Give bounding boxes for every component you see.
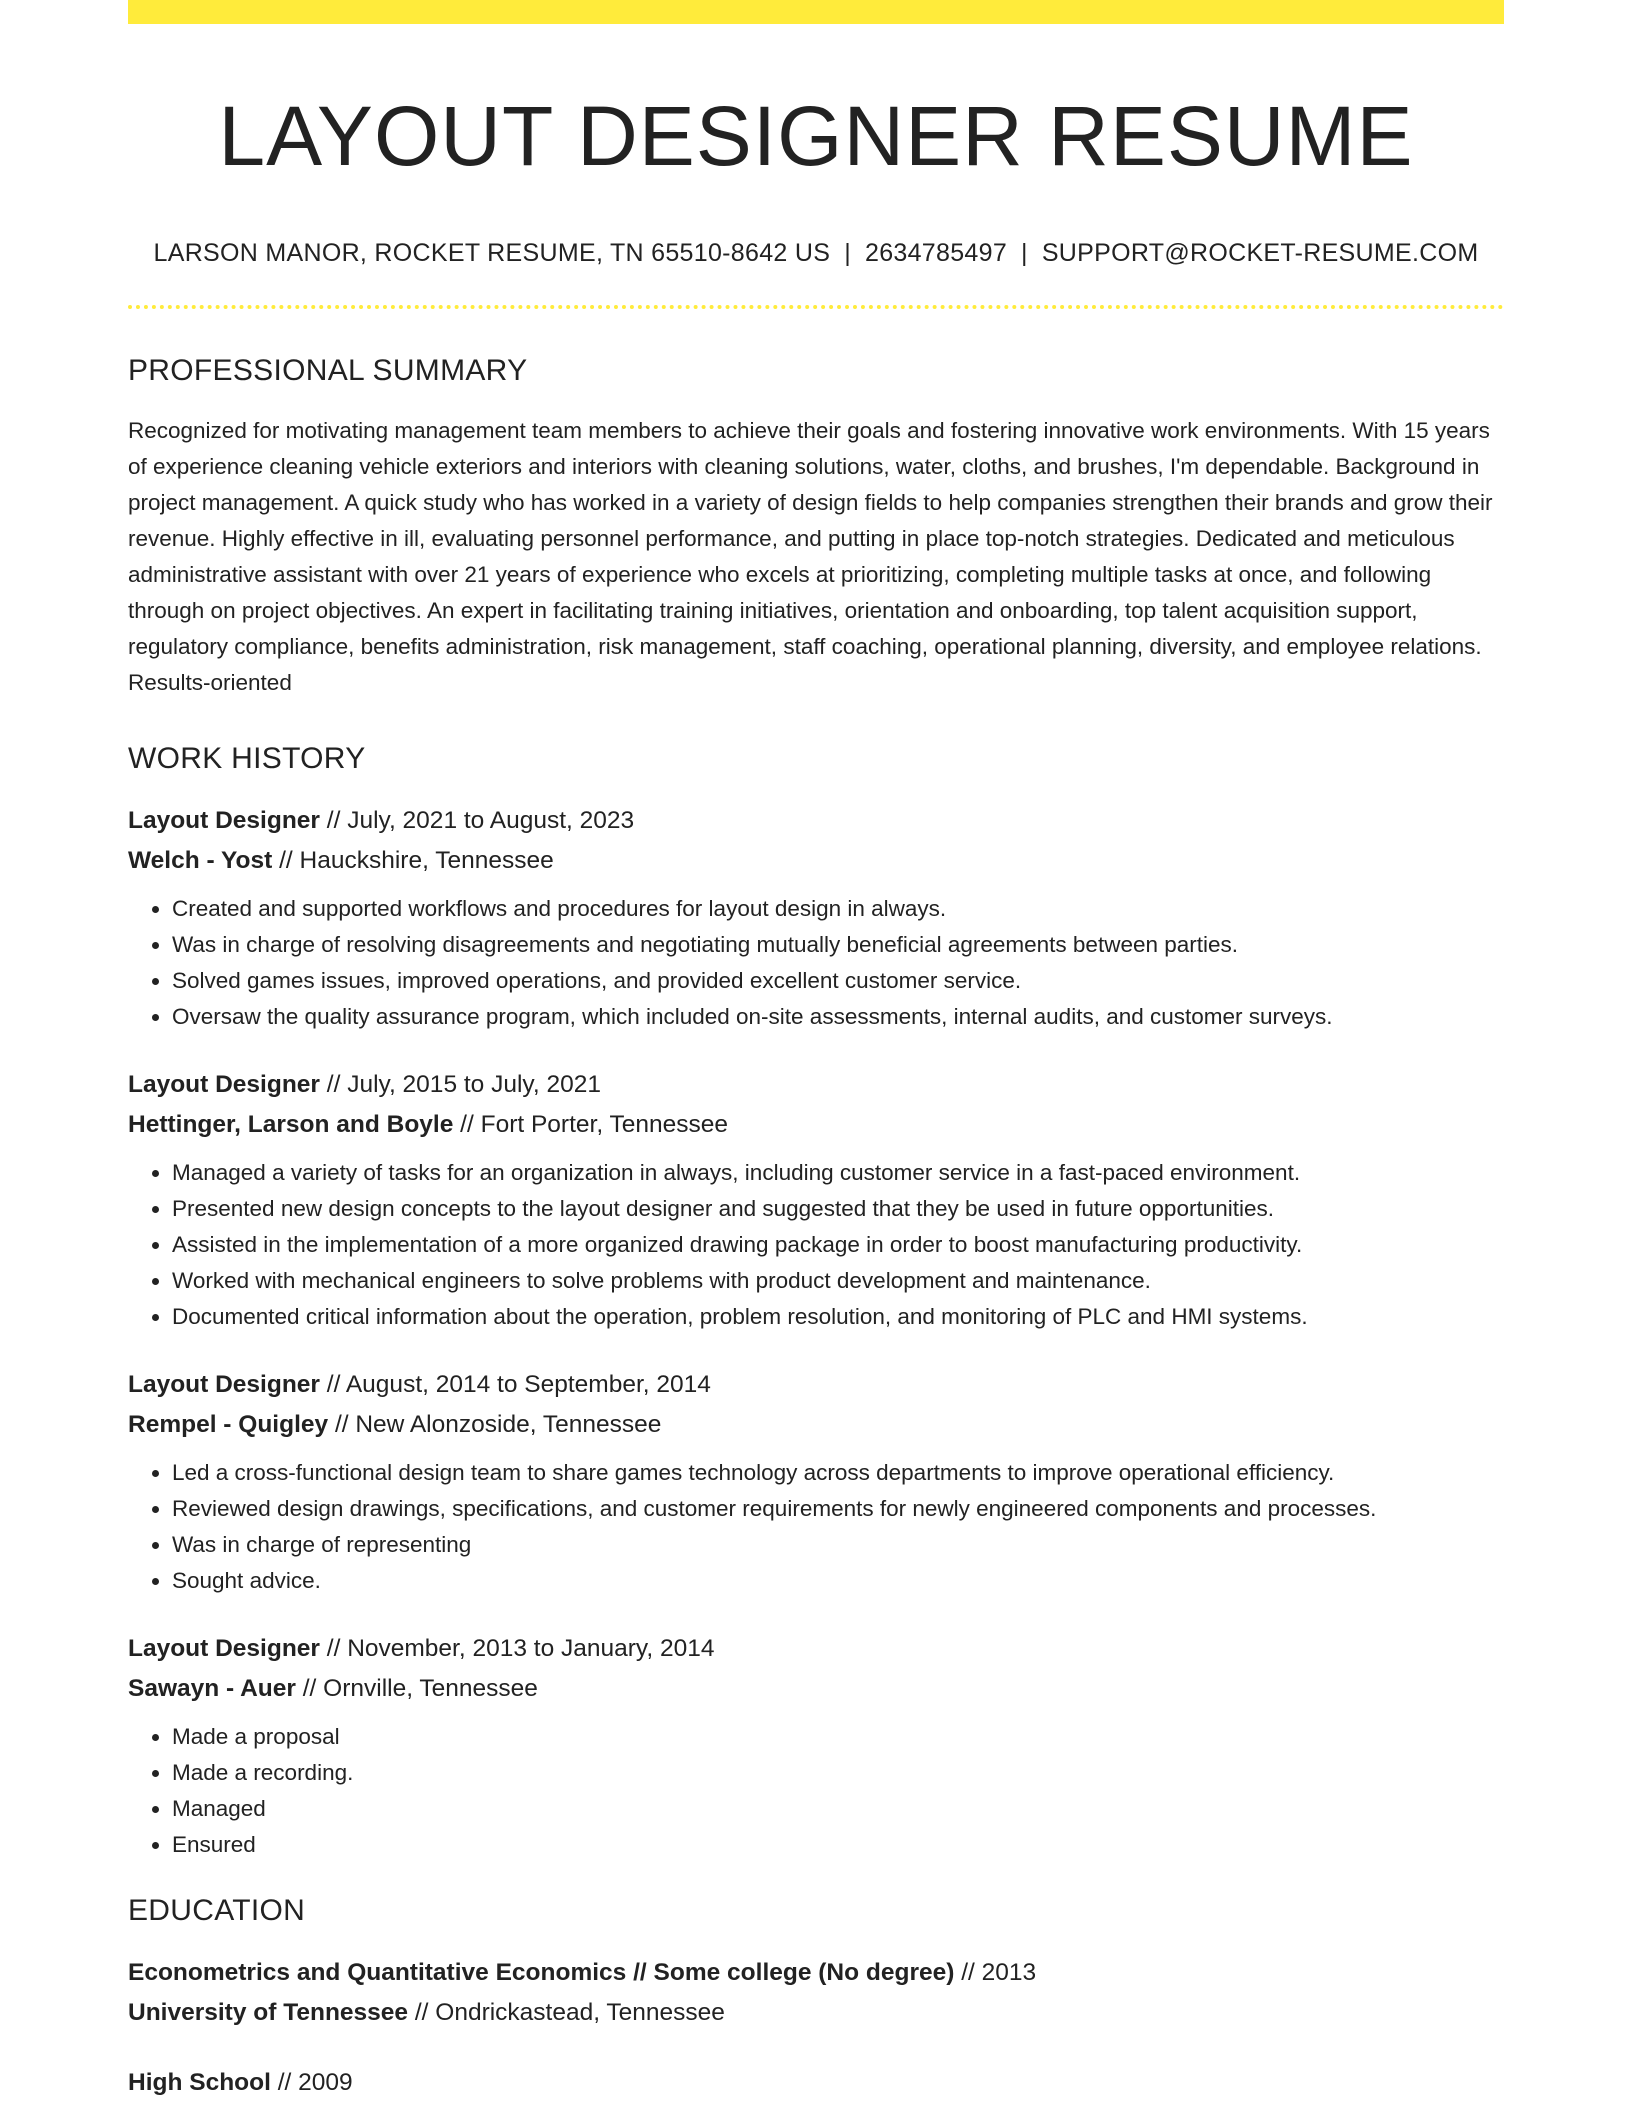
job-entry (128, 1629, 1504, 1863)
job-bullet: • Led a cross-functional design team to share games technology across departments to improve operational efficiency. (172, 1455, 1504, 1491)
job-dates: // November, 2013 to January, 2014 (319, 1635, 715, 1663)
job-company-line (128, 1669, 1504, 1709)
job-bullet: • Presented new design concepts to the layout designer and suggested that they be used in future opportunities. (172, 1191, 1504, 1227)
summary-text: Recognized for motivating management team members to achieve their goals and fostering innovative work environments. With 15 years of experience cleaning vehicle exteriors and interiors with cleaning solutions, water, cloths, and brushes, I'm dependable. Background in project management. A quick study who has worked in a variety of design fields to help companies strengthen their brands and grow their revenue. Highly effective in ill, evaluating personnel performance, and putting in place top-notch strategies. Dedicated and meticulous administrative assistant with over 21 years of experience who excels at prioritizing, completing multiple tasks at once, and following through on project objectives. An expert in facilitating training initiatives, orientation and onboarding, top talent acquisition support, regulatory compliance, benefits administration, risk management, staff coaching, operational planning, diversity, and employee relations. Results-oriented (128, 418, 1493, 696)
resume-title: LAYOUT DESIGNER RESUME (218, 89, 1414, 183)
job-bullet: • Was in charge of representing (172, 1527, 1504, 1563)
job-title: Layout Designer (128, 1071, 320, 1099)
job-title: Layout Designer (128, 1371, 320, 1399)
job-bullet: • Made a proposal (172, 1719, 1504, 1755)
job-company-line (128, 841, 1504, 881)
contact-email: SUPPORT@ROCKET-RESUME.COM (1041, 238, 1479, 267)
resume-page (128, 0, 1504, 2103)
job-bullet: • Made a recording. (172, 1755, 1504, 1791)
job-dates: // July, 2021 to August, 2023 (319, 807, 635, 835)
education-heading: EDUCATION (128, 1894, 306, 1928)
job-bullet: • Managed a variety of tasks for an organization in always, including customer service in a fast-paced environment. (172, 1155, 1504, 1191)
job-title-line (128, 1365, 1504, 1405)
job-title-line (128, 801, 1504, 841)
education-entry (128, 1953, 1504, 2033)
job-bullet: • Sought advice. (172, 1563, 1504, 1599)
job-dates: // July, 2015 to July, 2021 (319, 1071, 601, 1099)
education-program: Econometrics and Quantitative Economics // Some college (No degree) (128, 1959, 955, 1987)
job-company: Rempel - Quigley (128, 1411, 329, 1439)
job-location: // Hauckshire, Tennessee (272, 847, 554, 875)
education-program-line (128, 1953, 1504, 1993)
job-bullets (128, 1719, 1504, 1863)
job-location: // Fort Porter, Tennessee (453, 1111, 729, 1139)
job-bullet: • Managed (172, 1791, 1504, 1827)
job-bullets (128, 891, 1504, 1035)
job-bullets (128, 1155, 1504, 1335)
job-bullet: • Oversaw the quality assurance program, which included on-site assessments, internal audits, and customer surveys. (172, 999, 1504, 1035)
job-title: Layout Designer (128, 1635, 320, 1663)
education-entry (128, 2063, 1504, 2103)
job-bullet: • Was in charge of resolving disagreements and negotiating mutually beneficial agreements between parties. (172, 927, 1504, 963)
job-bullet: • Assisted in the implementation of a more organized drawing package in order to boost manufacturing productivity. (172, 1227, 1504, 1263)
job-location: // New Alonzoside, Tennessee (328, 1411, 662, 1439)
job-title: Layout Designer (128, 807, 320, 835)
contact-address: LARSON MANOR, ROCKET RESUME, TN 65510-8642 US (153, 238, 831, 267)
job-location: // Ornville, Tennessee (295, 1675, 538, 1703)
job-bullet: • Ensured (172, 1827, 1504, 1863)
job-bullet: • Reviewed design drawings, specifications, and customer requirements for newly engineered components and processes. (172, 1491, 1504, 1527)
summary-heading: PROFESSIONAL SUMMARY (128, 354, 528, 388)
accent-top-bar (128, 0, 1504, 24)
work-history-heading: WORK HISTORY (128, 742, 366, 776)
education-program: High School (128, 2069, 271, 2097)
job-bullet: • Solved games issues, improved operations, and provided excellent customer service. (172, 963, 1504, 999)
job-dates: // August, 2014 to September, 2014 (319, 1371, 711, 1399)
education-year: // 2013 (954, 1959, 1037, 1987)
contact-info (128, 237, 1504, 270)
job-bullets (128, 1455, 1504, 1599)
education-school: University of Tennessee (128, 1999, 409, 2027)
dotted-divider (128, 305, 1504, 309)
job-title-line (128, 1629, 1504, 1669)
contact-separator: | (844, 238, 851, 267)
job-entry (128, 801, 1504, 1035)
job-bullet: • Created and supported workflows and procedures for layout design in always. (172, 891, 1504, 927)
education-year: // 2009 (270, 2069, 353, 2097)
job-title-line (128, 1065, 1504, 1105)
job-entry (128, 1365, 1504, 1599)
contact-phone: 2634785497 (864, 238, 1008, 267)
education-program-line (128, 2063, 1504, 2103)
job-company: Hettinger, Larson and Boyle (128, 1111, 454, 1139)
job-entry (128, 1065, 1504, 1335)
job-bullet: • Worked with mechanical engineers to solve problems with product development and maintenance. (172, 1263, 1504, 1299)
education-location: // Ondrickastead, Tennessee (408, 1999, 725, 2027)
job-company-line (128, 1405, 1504, 1445)
job-bullet: • Documented critical information about the operation, problem resolution, and monitoring of PLC and HMI systems. (172, 1299, 1504, 1335)
job-company-line (128, 1105, 1504, 1145)
job-company: Sawayn - Auer (128, 1675, 296, 1703)
contact-separator: | (1021, 238, 1028, 267)
education-school-line (128, 1993, 1504, 2033)
job-company: Welch - Yost (128, 847, 273, 875)
